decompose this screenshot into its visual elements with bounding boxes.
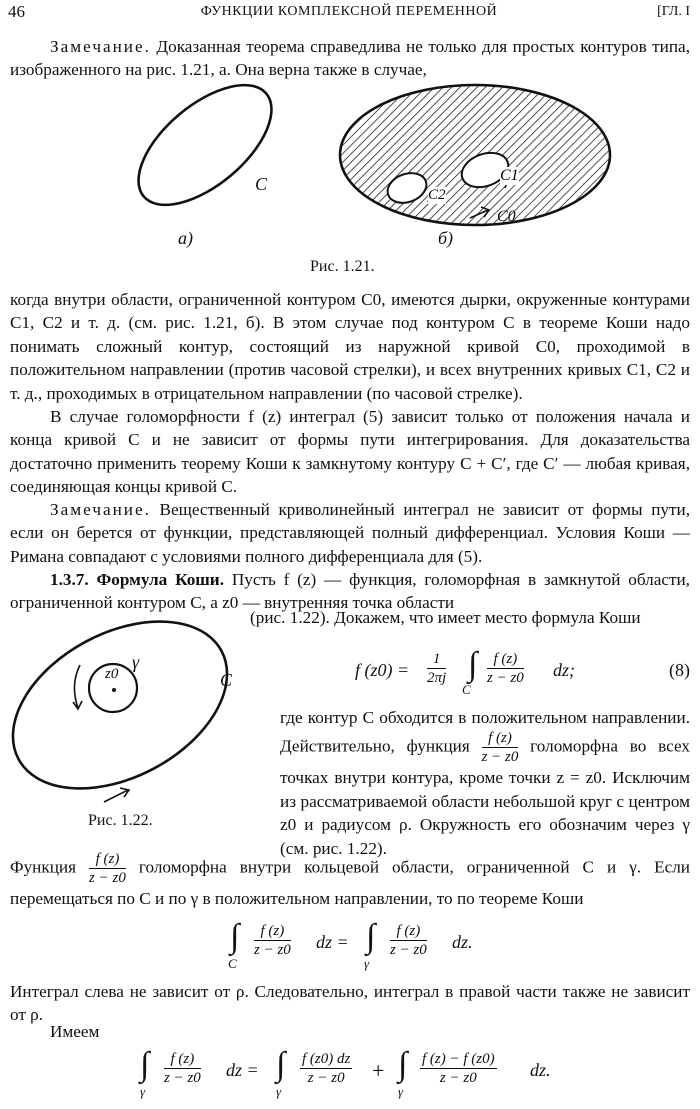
- page-number: 46: [8, 2, 25, 21]
- inline-frac-2-den: z − z0: [89, 870, 126, 886]
- inline-frac-1: [482, 729, 519, 766]
- formula-9-sub-left: C: [228, 956, 237, 971]
- formula-9-end: dz.: [452, 932, 473, 952]
- formula-8: [355, 648, 690, 698]
- formula-9: [230, 918, 490, 973]
- formula-8-sub: C: [462, 682, 471, 697]
- label-c1: C1: [500, 167, 519, 184]
- formula-9-den-right: z − z0: [390, 942, 427, 958]
- contour-a: [118, 80, 292, 227]
- figure-1-21-caption: Рис. 1.21.: [310, 258, 375, 275]
- chapter-mark: [ГЛ. I: [657, 4, 690, 19]
- formula-10-t1-den: z − z0: [164, 1070, 201, 1086]
- inline-frac-2-num: f (z): [89, 850, 126, 869]
- remark-1: [10, 35, 690, 82]
- label-z0: z0: [105, 666, 119, 682]
- section-lead: Пусть f (z) — функция, голоморфная в замкнутой области, ограниченной контуром C, а z0 — внутренняя точка области: [10, 570, 690, 613]
- formula-10-plus: +: [372, 1058, 385, 1083]
- inline-frac-1-num: f (z): [482, 729, 519, 748]
- formula-8-tail: dz;: [553, 660, 575, 680]
- formula-8-coef: [427, 650, 446, 687]
- formula-10-t1-num: f (z): [164, 1050, 201, 1069]
- formula-10-end: dz.: [530, 1060, 551, 1080]
- paragraph-4a: Функция: [10, 857, 77, 877]
- formula-10-t2-num: f (z0) dz: [302, 1051, 351, 1067]
- formula-9-frac-left: [254, 922, 291, 959]
- region-b: [340, 85, 610, 225]
- formula-10-t3-den: z − z0: [439, 1070, 477, 1086]
- paragraph-4: [10, 850, 690, 910]
- integral-sign: ∫: [468, 646, 478, 683]
- integral-right: ∫: [366, 918, 376, 955]
- formula-10-sub-2: γ: [276, 1084, 282, 1099]
- paragraph-6: Имеем: [50, 1022, 100, 1041]
- running-header: [8, 2, 690, 26]
- point-z0: [112, 688, 116, 692]
- label-a: а): [178, 228, 193, 248]
- integral-3: ∫: [398, 1046, 408, 1083]
- formula-8-frac: [487, 650, 524, 687]
- remark-2-label: Замечание.: [50, 500, 151, 519]
- integral-1: ∫: [140, 1046, 150, 1083]
- formula-9-frac-right: [390, 922, 427, 959]
- formula-10-term-1: [164, 1050, 201, 1087]
- label-c2: C2: [428, 187, 446, 203]
- formula-10-sub-3: γ: [398, 1084, 404, 1099]
- formula-8-frac-num: f (z): [487, 650, 524, 669]
- label-b: б): [438, 228, 454, 248]
- formula-10-t2-den: z − z0: [307, 1070, 345, 1086]
- remark-1-label: Замечание.: [50, 37, 151, 56]
- formula-10-sub-1: γ: [140, 1084, 146, 1099]
- label-c0: C0: [497, 208, 516, 225]
- paragraph-4b: голоморфна внутри кольцевой области, ограниченной C и γ. Если перемещаться по C и по γ в положительном направлении, то по теореме Коши: [10, 857, 691, 908]
- inline-frac-1-den: z − z0: [481, 749, 519, 766]
- arrow-gamma: [74, 665, 80, 708]
- paragraph-2: В случае голоморфности f (z) интеграл (5) зависит только от положения начала и конца кривой C и не зависит от формы пути интегрирования. Для доказательства достаточно применить теорему Коши к замкнутому контуру C + C′, где C′ — любая кривая, соединяющая концы кривой C.: [10, 407, 690, 497]
- label-gamma: γ: [132, 652, 140, 672]
- formula-10: [140, 1046, 560, 1106]
- section-cont: (рис. 1.22). Докажем, что имеет место формула Коши: [250, 608, 641, 627]
- formula-8-number: (8): [669, 660, 690, 680]
- formula-10-eq: dz =: [226, 1060, 259, 1080]
- paragraph-5: Интеграл слева не зависит от ρ. Следовательно, интеграл в правой части также не зависит от ρ.: [10, 982, 690, 1025]
- formula-9-num-right: f (z): [390, 922, 427, 941]
- figure-1-21: [0, 80, 700, 260]
- figure-1-22: [0, 610, 260, 840]
- remark-1-text: Доказанная теорема справедлива не только для простых контуров типа, изображенного на рис. 1.21, а. Она верна также в случае,: [10, 37, 690, 80]
- figure-1-21-drawing: [0, 80, 700, 260]
- paragraph-1: когда внутри области, ограниченной контуром C0, имеются дырки, окруженные контурами C1, C2 и т. д. (см. рис. 1.21, б). В этом случае под контуром C в теореме Коши надо понимать сложный контур, состоящий из наружной кривой C0, проходимой в положительном направлении (против часовой стрелки), и всех внутренних кривых C1, C2 и т. д., проходимых в отрицательном направлении (по часовой стрелке).: [10, 290, 690, 403]
- formula-10-term-3: [420, 1050, 497, 1087]
- remark-2-text: Вещественный криволинейный интеграл не зависит от формы пути, если он берется от функции, представляющей полный дифференциал. Условия Коши — Римана совпадают с условиями полного дифференциала для (5).: [10, 500, 690, 566]
- section-title: 1.3.7. Формула Коши.: [50, 570, 224, 589]
- formula-9-eq: dz =: [316, 932, 349, 952]
- formula-10-t3-num: f (z) − f (z0): [422, 1051, 495, 1067]
- formula-8-coef-num: 1: [427, 650, 446, 669]
- formula-9-den-left: z − z0: [254, 942, 291, 958]
- paragraph-3: [280, 706, 690, 860]
- running-title: ФУНКЦИИ КОМПЛЕКСНОЙ ПЕРЕМЕННОЙ: [200, 4, 498, 19]
- paragraph-3a: где контур C обходится в положительном направлении. Действительно, функция: [280, 708, 690, 756]
- formula-8-coef-den: 2πj: [427, 670, 447, 686]
- label-c: C: [255, 174, 268, 194]
- formula-9-sub-right: γ: [364, 956, 370, 971]
- formula-10-term-2: [300, 1050, 352, 1087]
- label-contour-c: C: [220, 670, 233, 690]
- formula-8-lhs: f (z0) =: [355, 660, 410, 680]
- integral-2: ∫: [276, 1046, 286, 1083]
- figure-1-22-drawing: [0, 610, 260, 840]
- figure-1-22-caption: Рис. 1.22.: [88, 812, 153, 829]
- inline-frac-2: [89, 850, 126, 887]
- integral-left: ∫: [230, 918, 240, 955]
- formula-8-frac-den: z − z0: [487, 670, 524, 686]
- remark-2: [10, 498, 690, 568]
- formula-9-num-left: f (z): [254, 922, 291, 941]
- paragraph-3b: голоморфна во всех точках внутри контура, кроме точки z = z0. Исключим из рассматриваемой области небольшой круг с центром z0 и радиусом ρ. Окружность его обозначим через γ (см. рис. 1.22).: [280, 736, 691, 858]
